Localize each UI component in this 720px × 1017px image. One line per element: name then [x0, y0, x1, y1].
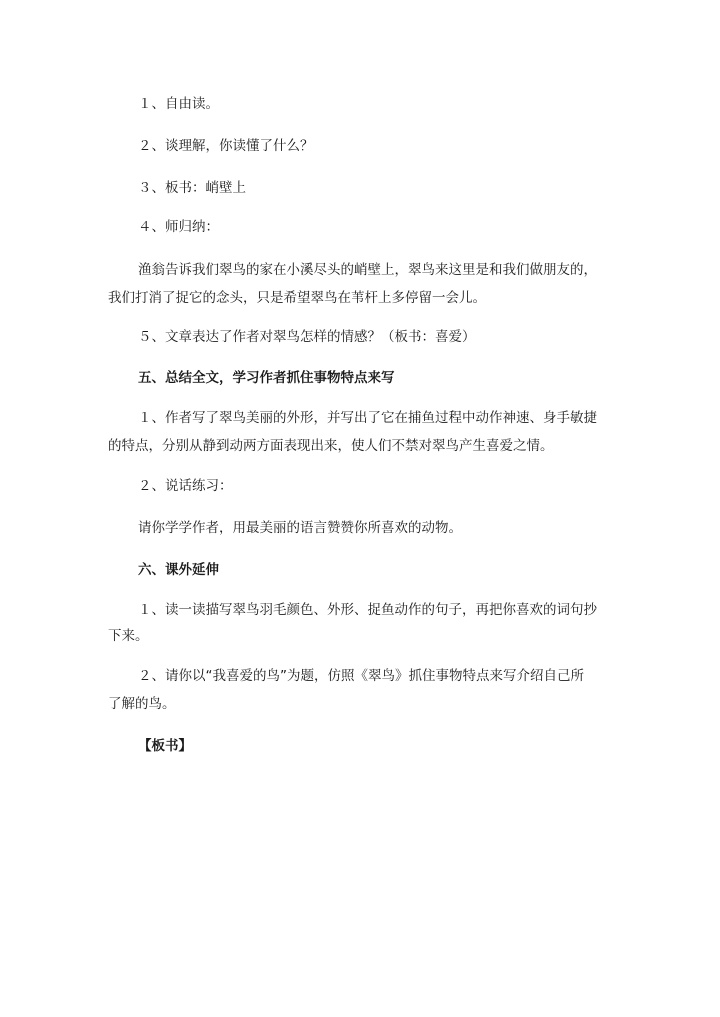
board-writing-title: 【板书】	[138, 738, 192, 754]
paragraph-extension-2-line-2: 了解的鸟。	[108, 696, 176, 712]
item-speaking-practice: ２、说话练习：	[138, 478, 233, 494]
paragraph-appearance-line-1: １、作者写了翠鸟美丽的外形，并写出了它在捕鱼过程中动作神速、身手敏捷	[138, 410, 597, 426]
item-emotion-question: ５、文章表达了作者对翠鸟怎样的情感？（板书：喜爱）	[138, 329, 476, 345]
item-free-reading: １、自由读。	[138, 96, 219, 112]
paragraph-extension-1-line-2: 下来。	[108, 628, 149, 644]
section-heading-five: 五、总结全文，学习作者抓住事物特点来写	[138, 370, 395, 386]
paragraph-appearance-line-2: 的特点，分别从静到动两方面表现出来，使人们不禁对翠鸟产生喜爱之情。	[108, 438, 554, 454]
item-discuss-understanding: ２、谈理解，你读懂了什么？	[138, 138, 314, 154]
paragraph-fisherman-line-1: 渔翁告诉我们翠鸟的家在小溪尽头的峭壁上，翠鸟来这里是和我们做朋友的，	[138, 262, 597, 278]
paragraph-extension-2-line-1: ２、请你以“我喜爱的鸟”为题，仿照《翠鸟》抓住事物特点来写介绍自己所	[138, 668, 584, 684]
paragraph-extension-1-line-1: １、读一读描写翠鸟羽毛颜色、外形、捉鱼动作的句子，再把你喜欢的词句抄	[138, 602, 597, 618]
item-teacher-summary: ４、师归纳：	[138, 219, 219, 235]
section-heading-six: 六、课外延伸	[138, 562, 219, 578]
item-board-cliff: ３、板书：峭壁上	[138, 180, 246, 196]
paragraph-fisherman-line-2: 我们打消了捉它的念头，只是希望翠鸟在苇杆上多停留一会儿。	[108, 290, 486, 306]
paragraph-speaking-prompt: 请你学学作者，用最美丽的语言赞赞你所喜欢的动物。	[138, 520, 462, 536]
